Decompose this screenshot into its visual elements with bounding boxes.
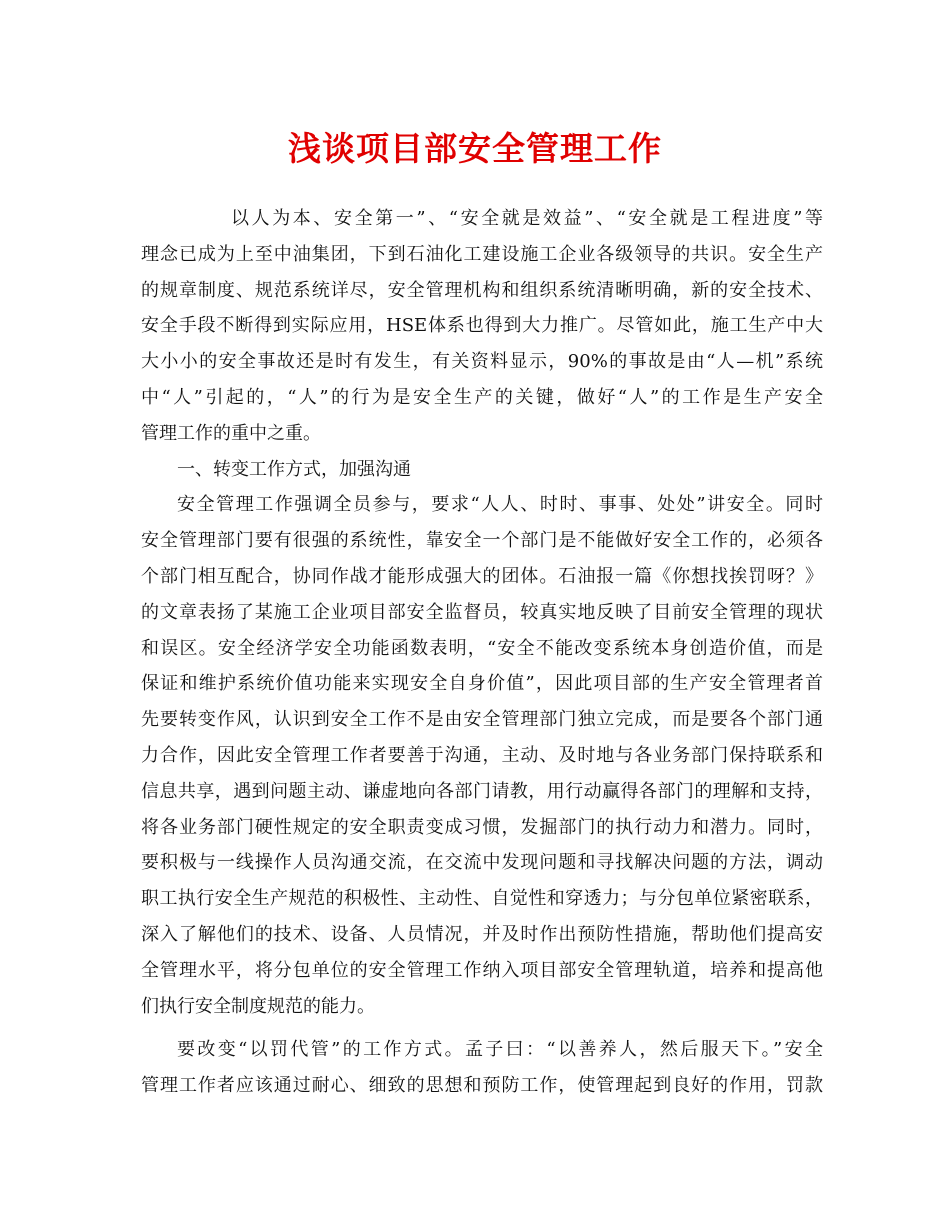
document-title: 浅谈项目部安全管理工作 xyxy=(288,129,662,168)
paragraph-line: 安全管理工作强调全员参与，要求“人人、时时、事事、处处”讲安全。同时 xyxy=(177,494,823,516)
paragraph-line: 力合作，因此安全管理工作者要善于沟通，主动、及时地与各业务部门保持联系和 xyxy=(141,744,823,766)
paragraph-line: 深入了解他们的技术、设备、人员情况，并及时作出预防性措施，帮助他们提高安 xyxy=(141,923,823,945)
paragraph-line: 的规章制度、规范系统详尽，安全管理机构和组织系统清晰明确，新的安全技术、 xyxy=(141,279,823,301)
paragraph-line: 保证和维护系统价值功能来实现安全自身价值”，因此项目部的生产安全管理者首 xyxy=(141,673,823,695)
paragraph-line: 将各业务部门硬性规定的安全职责变成习惯，发掘部门的执行动力和潜力。同时， xyxy=(141,816,823,838)
paragraph-line: 以人为本、安全第一”、“安全就是效益”、“安全就是工程进度”等 xyxy=(231,208,823,229)
paragraph-line: 信息共享，遇到问题主动、谦虚地向各部门请教，用行动赢得各部门的理解和支持， xyxy=(141,780,823,802)
paragraph-line: 中“人”引起的，“人”的行为是安全生产的关键，做好“人”的工作是生产安全 xyxy=(141,386,823,408)
paragraph-line: 理念已成为上至中油集团，下到石油化工建设施工企业各级领导的共识。安全生产 xyxy=(141,243,823,265)
paragraph-line: 的文章表扬了某施工企业项目部安全监督员，较真实地反映了目前安全管理的现状 xyxy=(141,601,823,623)
paragraph-line: 大小小的安全事故还是时有发生，有关资料显示，90%的事故是由“人—机”系统 xyxy=(141,351,823,373)
paragraph-line: 安全手段不断得到实际应用，HSE体系也得到大力推广。尽管如此，施工生产中大 xyxy=(141,315,823,337)
paragraph-line: 全管理水平，将分包单位的安全管理工作纳入项目部安全管理轨道，培养和提高他 xyxy=(141,959,823,981)
paragraph-line: 安全管理部门要有很强的系统性，靠安全一个部门是不能做好安全工作的，必须各 xyxy=(141,530,823,552)
paragraph-line: 一、转变工作方式，加强沟通 xyxy=(177,458,411,480)
paragraph-line: 职工执行安全生产规范的积极性、主动性、自觉性和穿透力；与分包单位紧密联系， xyxy=(141,888,823,910)
paragraph-line: 管理工作的重中之重。 xyxy=(141,422,321,444)
paragraph-line: 和误区。安全经济学安全功能函数表明，“安全不能改变系统本身创造价值，而是 xyxy=(141,637,823,659)
paragraph-line: 管理工作者应该通过耐心、细致的思想和预防工作，使管理起到良好的作用，罚款 xyxy=(141,1075,823,1097)
paragraph-line: 要积极与一线操作人员沟通交流，在交流中发现问题和寻找解决问题的方法，调动 xyxy=(141,852,823,874)
paragraph-line: 要改变“以罚代管”的工作方式。孟子曰：“以善养人，然后服天下。”安全 xyxy=(177,1039,823,1061)
paragraph-line: 个部门相互配合，协同作战才能形成强大的团体。石油报一篇《你想找挨罚呀？》 xyxy=(141,565,823,587)
paragraph-line: 们执行安全制度规范的能力。 xyxy=(141,995,375,1017)
document-body xyxy=(141,201,823,1104)
paragraph-line: 先要转变作风，认识到安全工作不是由安全管理部门独立完成，而是要各个部门通 xyxy=(141,709,823,731)
